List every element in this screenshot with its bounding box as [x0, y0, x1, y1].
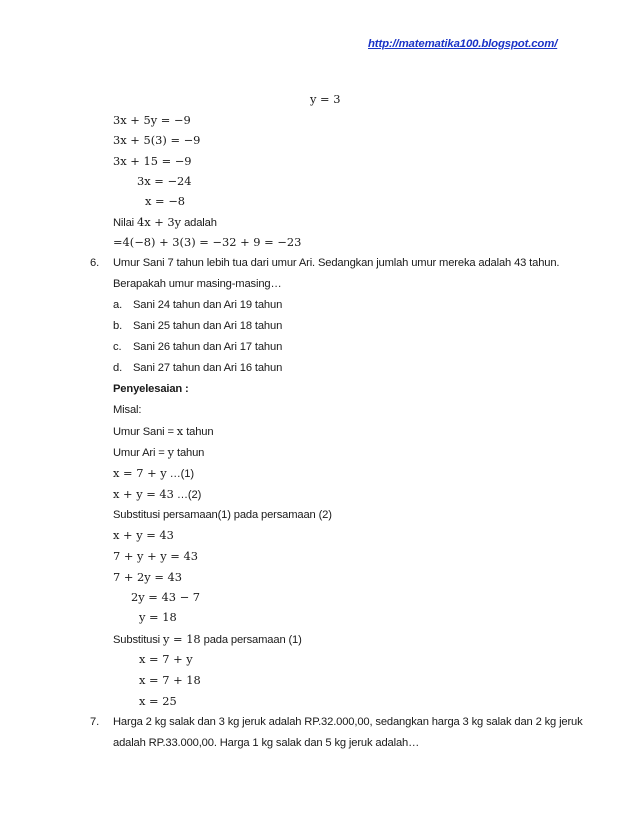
question-text: adalah RP.33.000,00. Harga 1 kg salak dan 5 kg jeruk adalah… — [113, 737, 420, 749]
equation-line: 7 + y + y = 43 — [113, 549, 198, 563]
question-number: 7. — [90, 716, 100, 728]
variable-definition: Umur Sani = x tahun — [113, 424, 214, 438]
value-result: =4(−8) + 3(3) = −32 + 9 = −23 — [113, 235, 302, 249]
equation-line: 3x + 5y = −9 — [113, 113, 191, 127]
equation-line: x = −8 — [145, 194, 186, 208]
question-text: Berapakah umur masing-masing… — [113, 278, 282, 290]
equation-line: x + y = 43 — [113, 528, 174, 542]
value-statement: Nilai 4x + 3y adalah — [113, 215, 217, 229]
equation-line: 3x + 15 = −9 — [113, 154, 192, 168]
option-text: Sani 25 tahun dan Ari 18 tahun — [133, 320, 283, 332]
equation-line: 3x = −24 — [137, 174, 192, 188]
question-text: Umur Sani 7 tahun lebih tua dari umur Ari. Sedangkan jumlah umur mereka adalah 43 tahun. — [113, 257, 560, 269]
option-text: Sani 24 tahun dan Ari 19 tahun — [133, 299, 283, 311]
question-text: Harga 2 kg salak dan 3 kg jeruk adalah RP.32.000,00, sedangkan harga 3 kg salak dan 2 kg jeruk — [113, 716, 583, 728]
substitution-text: Substitusi persamaan(1) pada persamaan (2) — [113, 509, 332, 521]
option-letter: b. — [113, 320, 123, 332]
question-number: 6. — [90, 257, 100, 269]
equation-line: x = 7 + y …(1) — [113, 466, 194, 480]
equation-line: y = 3 — [310, 92, 341, 106]
equation-line: x = 25 — [139, 694, 177, 708]
equation-line: y = 18 — [139, 610, 177, 624]
equation-line: x + y = 43 …(2) — [113, 487, 202, 501]
misal-label: Misal: — [113, 404, 142, 416]
solution-heading: Penyelesaian : — [113, 383, 189, 395]
option-text: Sani 27 tahun dan Ari 16 tahun — [133, 362, 283, 374]
variable-definition: Umur Ari = y tahun — [113, 445, 205, 459]
equation-line: x = 7 + y — [139, 652, 193, 666]
equation-line: 3x + 5(3) = −9 — [113, 133, 201, 147]
equation-line: 2y = 43 − 7 — [131, 590, 200, 604]
option-text: Sani 26 tahun dan Ari 17 tahun — [133, 341, 283, 353]
option-letter: d. — [113, 362, 123, 374]
option-letter: a. — [113, 299, 123, 311]
header-link[interactable]: http://matematika100.blogspot.com/ — [368, 38, 558, 50]
substitution-text: Substitusi y = 18 pada persamaan (1) — [113, 632, 302, 646]
equation-line: x = 7 + 18 — [139, 673, 201, 687]
option-letter: c. — [113, 341, 122, 353]
equation-line: 7 + 2y = 43 — [113, 570, 182, 584]
